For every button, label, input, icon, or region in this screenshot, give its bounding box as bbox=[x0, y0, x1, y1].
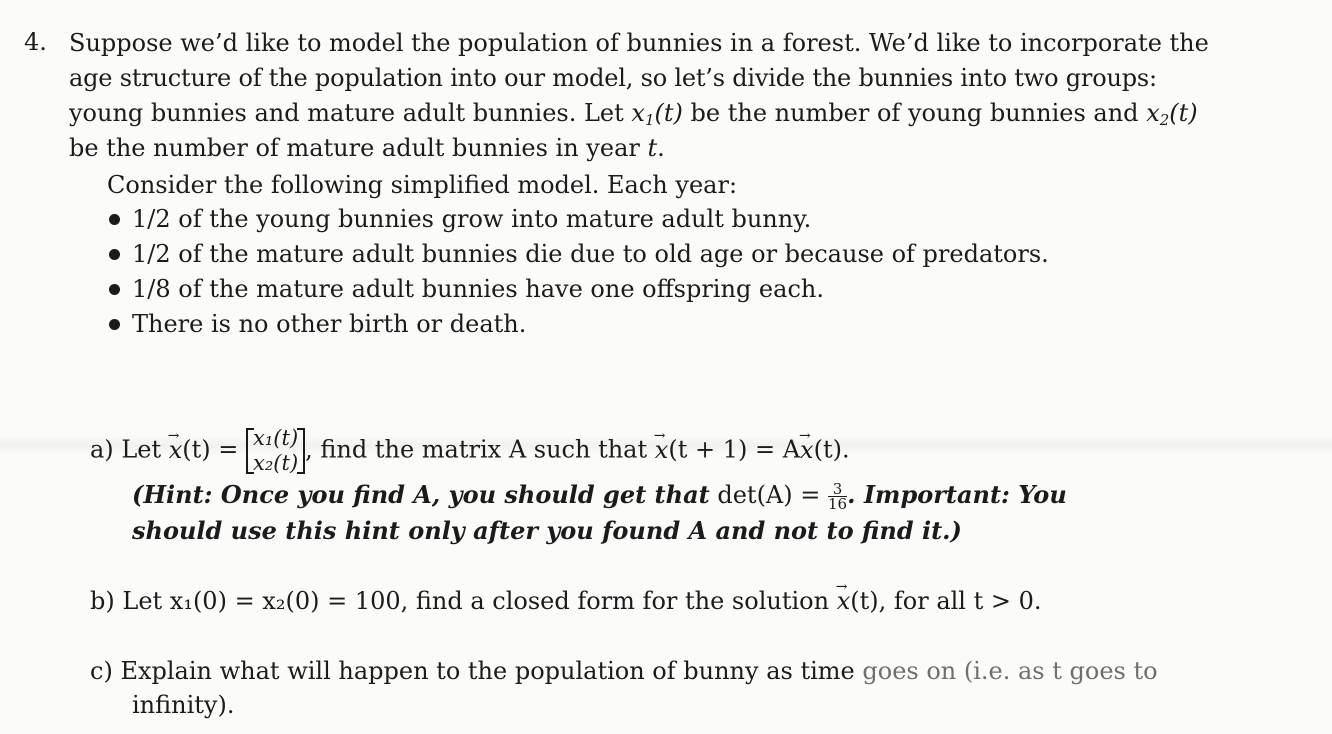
bullet-2: 1/2 of the mature adult bunnies die due to old age or because of predators. bbox=[132, 240, 1049, 268]
part-b-label: b) bbox=[90, 587, 115, 615]
bullet-1: 1/2 of the young bunnies grow into mature adult bunny. bbox=[132, 205, 812, 233]
x-vector-symbol-4: → x bbox=[837, 586, 851, 616]
intro-line-3-tail: be the number of young bunnies and bbox=[690, 99, 1139, 127]
model-lead: Consider the following simplified model. Each year: bbox=[107, 171, 738, 199]
part-a-line bbox=[90, 426, 850, 476]
part-a-eq: (t) = bbox=[182, 435, 239, 464]
bullet-dot-1 bbox=[109, 214, 120, 225]
fraction-3-16 bbox=[828, 482, 847, 511]
bullet-dot-4 bbox=[109, 319, 120, 330]
hint-start: (Hint: Once you find A, you should get that bbox=[132, 480, 710, 509]
part-c-text-a: Explain what will happen to the population of bunny as time bbox=[120, 657, 855, 685]
hint-end: . Important: You bbox=[847, 480, 1067, 509]
matrix-bottom: x₂(t) bbox=[253, 451, 299, 475]
bullet-4: There is no other birth or death. bbox=[132, 310, 527, 338]
intro-line-4: be the number of mature adult bunnies in year t. bbox=[69, 134, 665, 162]
part-b-text-end: (t), for all t > 0. bbox=[850, 587, 1042, 615]
part-a-label: a) bbox=[90, 435, 114, 464]
x-vector-symbol-3: → x bbox=[800, 435, 814, 465]
bullet-3: 1/8 of the mature adult bunnies have one offspring each. bbox=[132, 275, 824, 303]
part-b-text: Let x₁(0) = x₂(0) = 100, find a closed form for the solution bbox=[122, 587, 830, 615]
intro-line-1: Suppose we’d like to model the population of bunnies in a forest. We’d like to incorporate the bbox=[69, 29, 1209, 57]
bullet-dot-2 bbox=[109, 249, 120, 260]
x2-symbol: $x_2(t)$ bbox=[1146, 99, 1198, 129]
intro-line-2: age structure of the population into our model, so let’s divide the bunnies into two groups: bbox=[69, 64, 1157, 92]
bullet-dot-3 bbox=[109, 284, 120, 295]
frac-den: 16 bbox=[828, 495, 848, 513]
problem-number: 4. bbox=[24, 28, 47, 56]
part-c-line-2: infinity). bbox=[132, 691, 235, 719]
matrix-top: x₁(t) bbox=[253, 426, 299, 450]
intro-line-3-text: young bunnies and mature adult bunnies. Let bbox=[69, 99, 624, 127]
x-vector-symbol-2: → x bbox=[655, 435, 669, 465]
x-vector-symbol: → x bbox=[169, 435, 183, 465]
part-b-line bbox=[90, 586, 1042, 616]
frac-num: 3 bbox=[828, 482, 847, 497]
part-a-rest: , find the matrix A such that bbox=[305, 435, 648, 464]
t-symbol: t bbox=[647, 134, 658, 162]
part-c-label: c) bbox=[90, 657, 113, 685]
part-a-hint-line-1 bbox=[132, 480, 1067, 511]
x1-symbol: $x_1(t)$ bbox=[631, 99, 683, 129]
part-a-rest2: (t + 1) = A bbox=[668, 435, 801, 464]
hint-det: det(A) = bbox=[717, 481, 821, 509]
part-a-hint-line-2: should use this hint only after you found A and not to find it.) bbox=[132, 516, 962, 545]
part-c-text-b: goes on (i.e. as t goes to bbox=[862, 657, 1158, 685]
part-c-line-1 bbox=[90, 656, 1158, 686]
x-vector-matrix bbox=[246, 426, 305, 476]
part-a-let: Let bbox=[121, 435, 162, 464]
intro-line-4-text: be the number of mature adult bunnies in year bbox=[69, 134, 640, 162]
part-a-rest3: (t). bbox=[813, 435, 850, 464]
intro-line-3 bbox=[69, 98, 1198, 128]
